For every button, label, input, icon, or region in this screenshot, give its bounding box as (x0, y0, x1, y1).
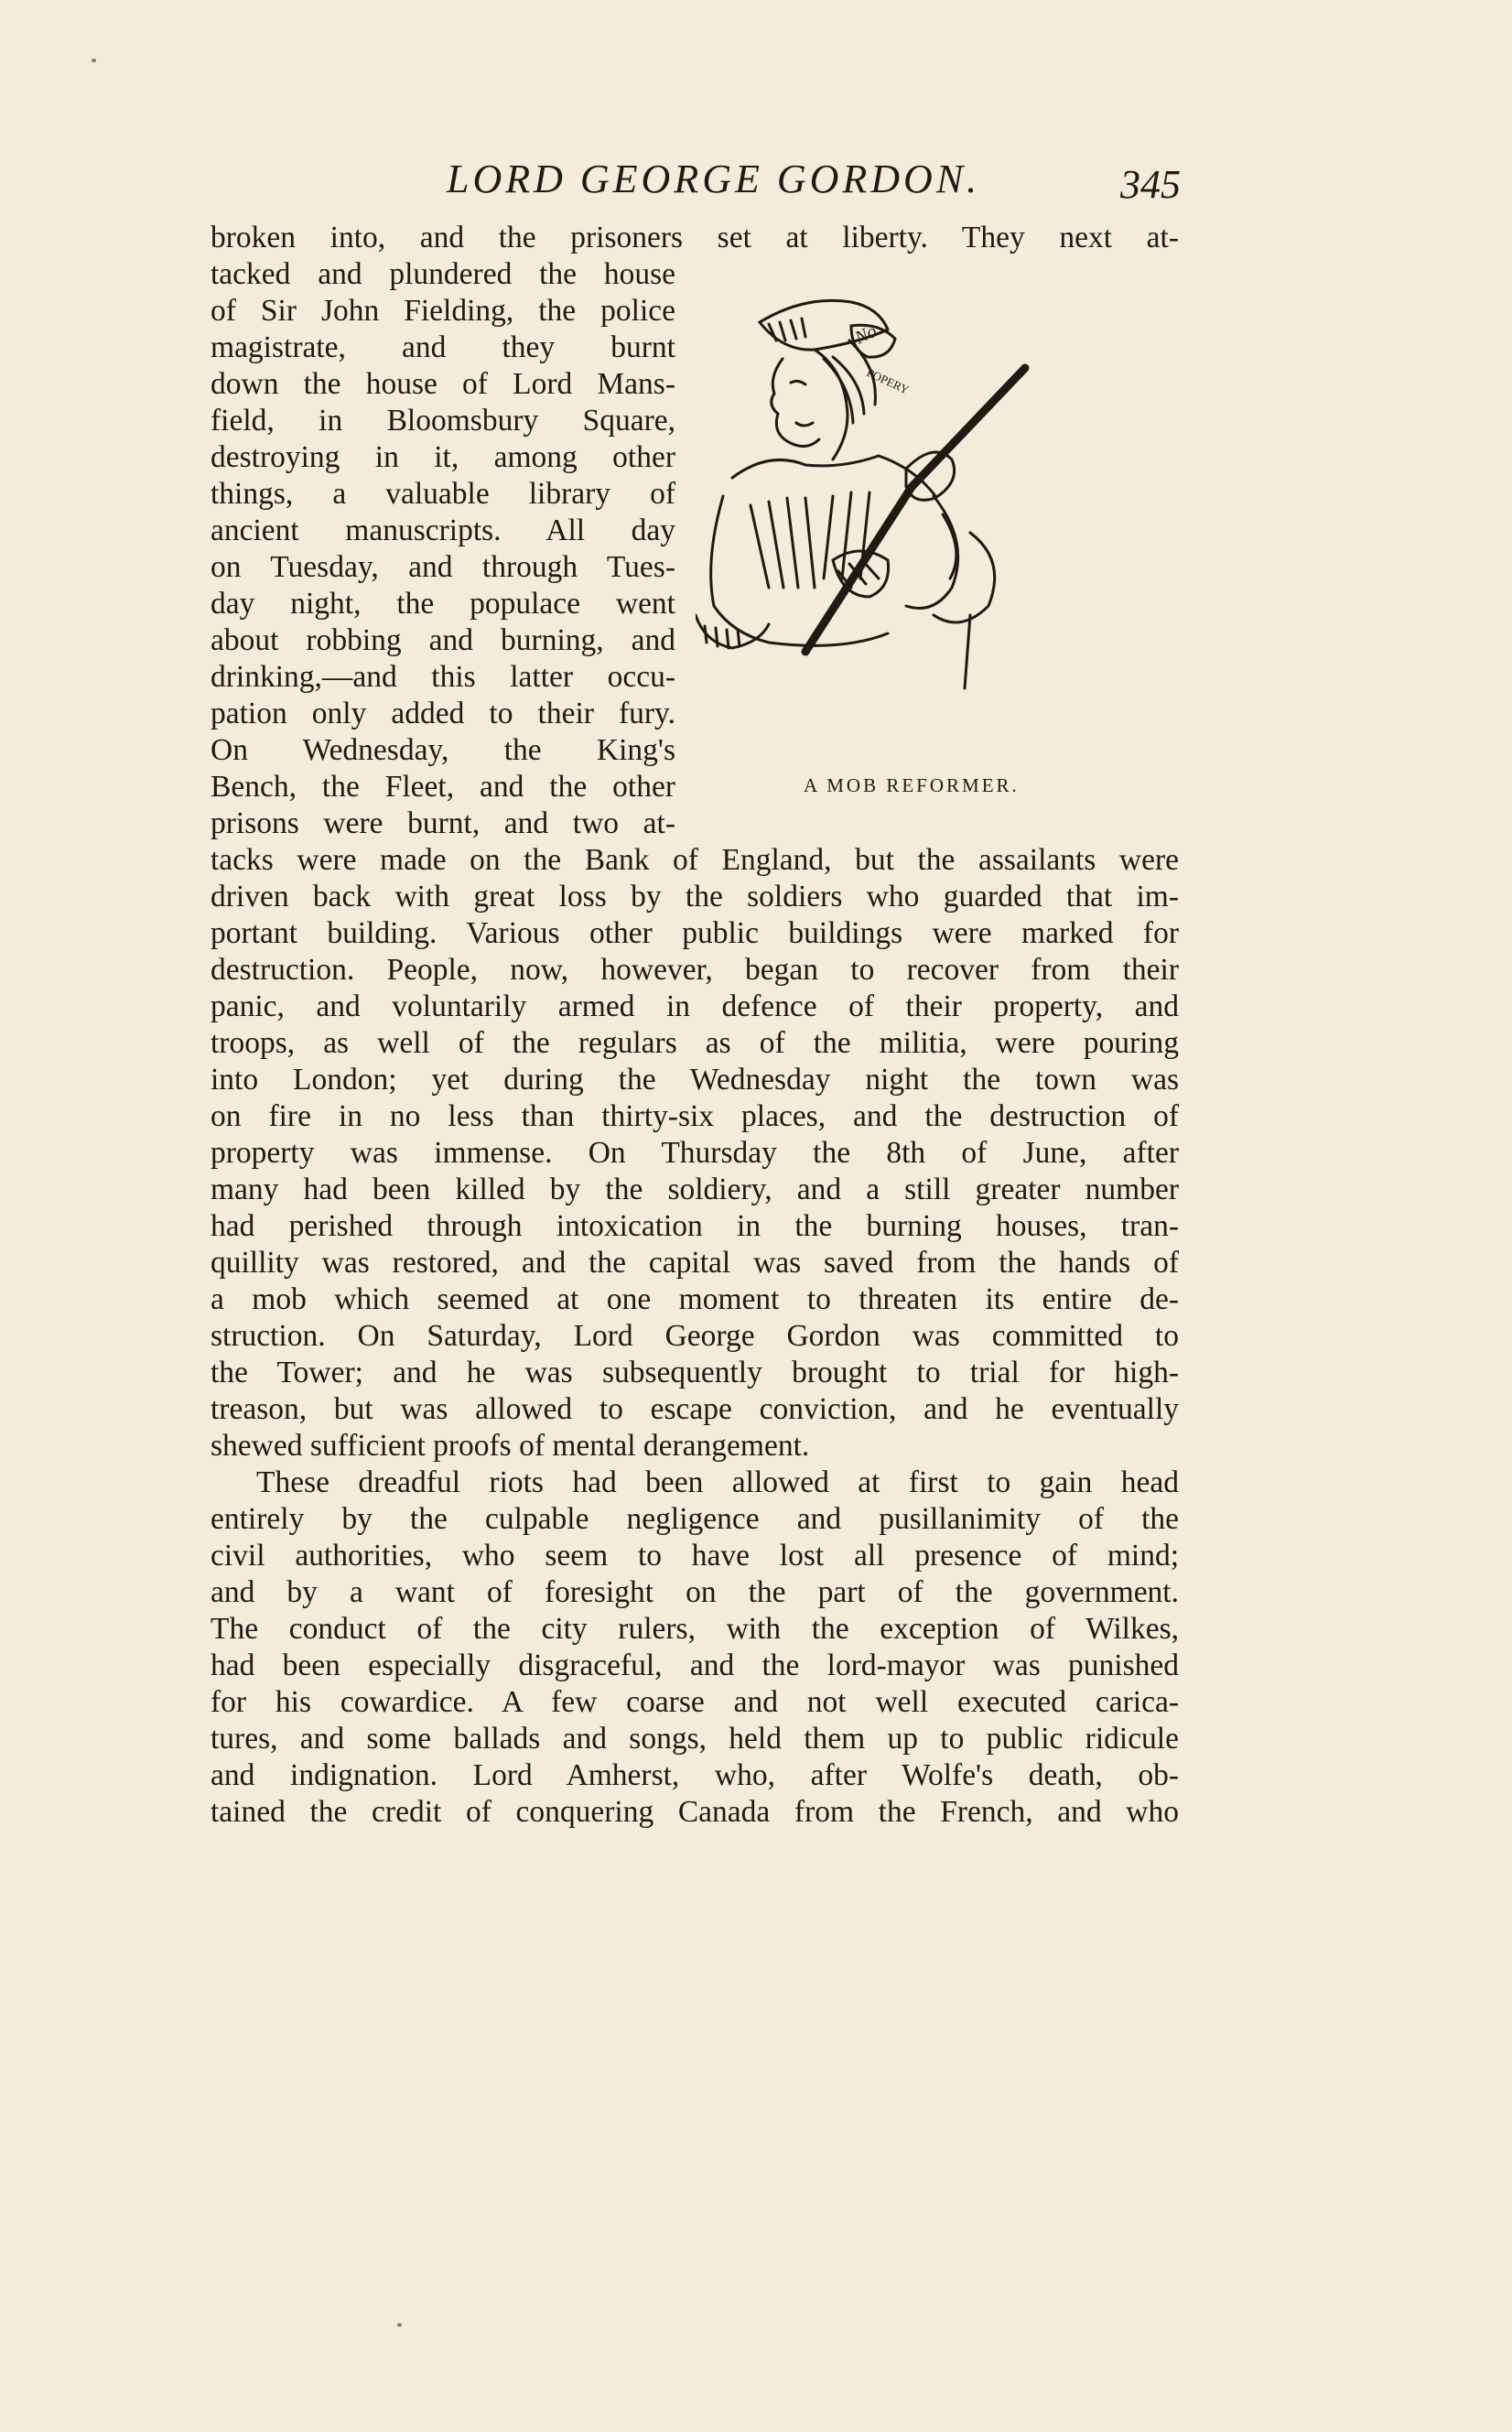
text-line: destroying in it, among other (211, 440, 675, 474)
text-line: treason, but was allowed to escape conviction, and he eventually (211, 1392, 1179, 1426)
page-header (211, 154, 1181, 209)
text-line: tacked and plundered the house (211, 257, 675, 291)
text-line: many had been killed by the soldiery, and a still greater number (211, 1173, 1179, 1206)
text-line: pation only added to their fury. (211, 697, 675, 730)
text-line: destruction. People, now, however, began to recover from their (211, 953, 1179, 987)
text-line: of Sir John Fielding, the police (211, 294, 675, 328)
text-line: and indignation. Lord Amherst, who, after Wolfe's death, ob- (211, 1758, 1179, 1792)
text-line: ancient manuscripts. All day (211, 513, 675, 547)
text-line: down the house of Lord Mans- (211, 367, 675, 401)
text-line: These dreadful riots had been allowed at first to gain head (256, 1465, 1179, 1499)
text-line: about robbing and burning, and (211, 623, 675, 657)
text-line: into London; yet during the Wednesday night the town was (211, 1063, 1179, 1097)
text-line: and by a want of foresight on the part of the government. (211, 1575, 1179, 1609)
hat-text-popery: POPERY (864, 365, 912, 397)
text-line: day night, the populace went (211, 587, 675, 621)
paper-speck (397, 2323, 402, 2327)
text-line: had been especially disgraceful, and the lord-mayor was punished (211, 1648, 1179, 1682)
text-line: The conduct of the city rulers, with the exception of Wilkes, (211, 1612, 1179, 1646)
text-line: field, in Bloomsbury Square, (211, 404, 675, 438)
text-line: panic, and voluntarily armed in defence of their property, and (211, 989, 1179, 1023)
text-line: prisons were burnt, and two at- (211, 806, 675, 840)
text-line: tained the credit of conquering Canada from the French, and who (211, 1795, 1179, 1829)
text-line: portant building. Various other public buildings were marked for (211, 916, 1179, 950)
text-line: on Tuesday, and through Tues- (211, 550, 675, 584)
text-line: for his cowardice. A few coarse and not well executed carica- (211, 1685, 1179, 1719)
engraving-figure (696, 286, 1098, 743)
text-line: entirely by the culpable negligence and pusillanimity of the (211, 1502, 1179, 1536)
page-number: 345 (1120, 162, 1181, 207)
hat-text-no: No (851, 320, 880, 349)
text-line: drinking,—and this latter occu- (211, 660, 675, 694)
text-line: things, a valuable library of (211, 477, 675, 511)
text-line: quillity was restored, and the capital was saved from the hands of (211, 1246, 1179, 1280)
text-line: tacks were made on the Bank of England, but the assailants were (211, 843, 1179, 877)
text-line: on fire in no less than thirty-six places, and the destruction of (211, 1099, 1179, 1133)
text-line: shewed sufficient proofs of mental derangement. (211, 1429, 810, 1463)
text-line: struction. On Saturday, Lord George Gordon was committed to (211, 1319, 1179, 1353)
text-line: On Wednesday, the King's (211, 733, 675, 767)
text-line: driven back with great loss by the soldiers who guarded that im- (211, 880, 1179, 913)
running-title: LORD GEORGE GORDON. (447, 157, 981, 201)
text-line: Bench, the Fleet, and the other (211, 770, 675, 804)
paper-speck (92, 59, 96, 62)
text-line: property was immense. On Thursday the 8th of June, after (211, 1136, 1179, 1170)
text-line: broken into, and the prisoners set at liberty. They next at- (211, 221, 1179, 254)
text-line: magistrate, and they burnt (211, 330, 675, 364)
text-line: the Tower; and he was subsequently brought to trial for high- (211, 1356, 1179, 1389)
text-line: tures, and some ballads and songs, held them up to public ridicule (211, 1722, 1179, 1756)
mob-reformer-illustration (696, 286, 1098, 762)
illustration-caption: A MOB REFORMER. (804, 774, 1020, 796)
text-line: had perished through intoxication in the burning houses, tran- (211, 1209, 1179, 1243)
text-line: troops, as well of the regulars as of the militia, were pouring (211, 1026, 1179, 1060)
text-line: a mob which seemed at one moment to threaten its entire de- (211, 1282, 1179, 1316)
text-line: civil authorities, who seem to have lost all presence of mind; (211, 1539, 1179, 1573)
